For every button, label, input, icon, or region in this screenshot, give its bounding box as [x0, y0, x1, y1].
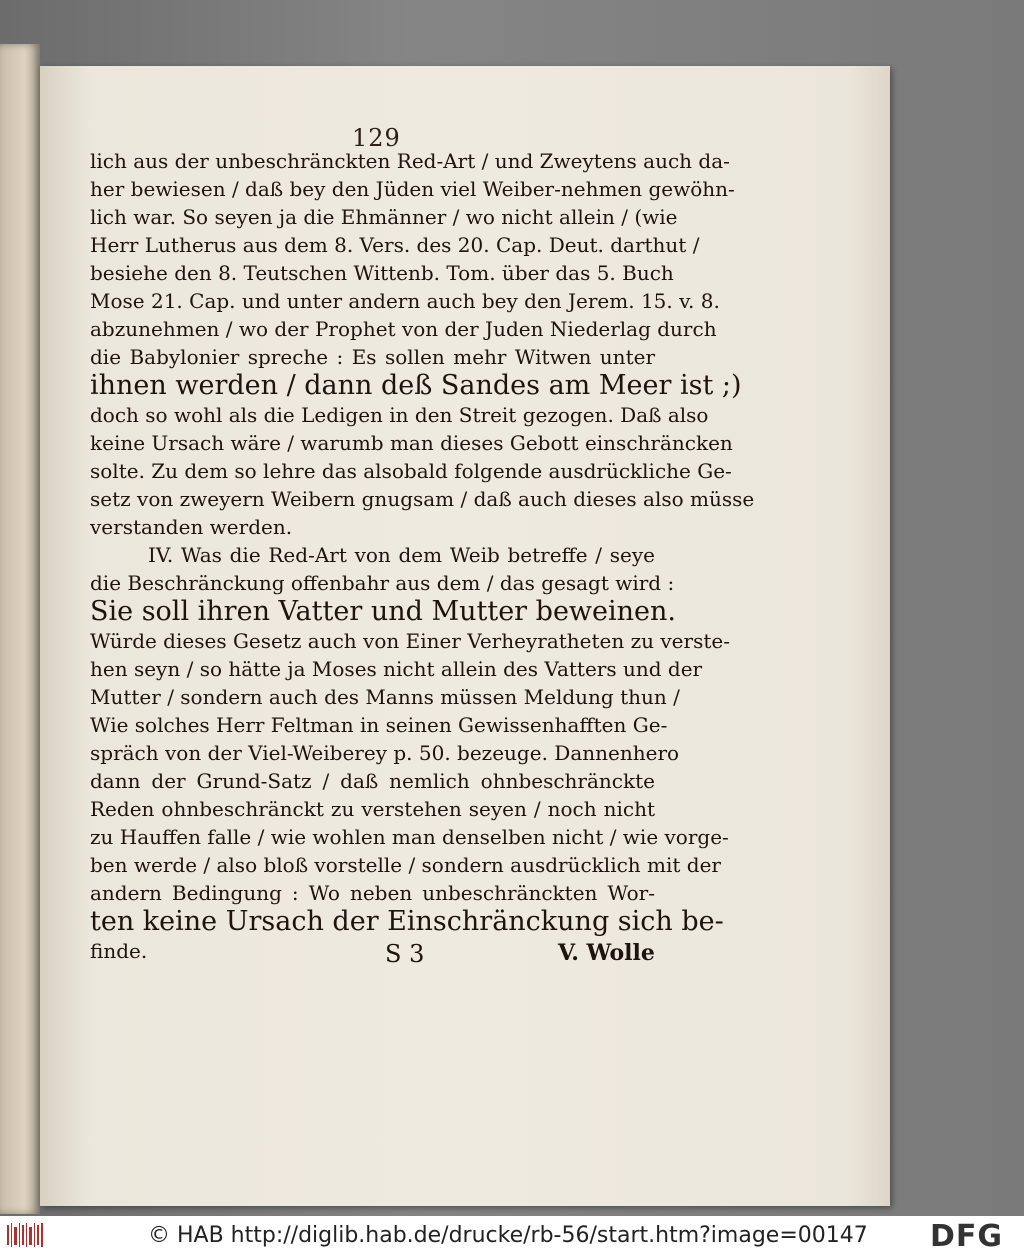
text-line: die Beschränckung offenbahr aus dem / das gesagt wird : [90, 571, 675, 595]
text-line: keine Ursach wäre / warumb man dieses Gebott einschräncken [90, 431, 733, 455]
copyright-link[interactable]: © HAB http://diglib.hab.de/drucke/rb-56/start.htm?image=00147 [148, 1223, 868, 1248]
text-line: finde. [90, 939, 148, 963]
text-line: andern Bedingung : Wo neben unbeschränckten Wor- [90, 881, 655, 905]
text-line: dann der Grund-Satz / daß nemlich ohnbeschränckte [90, 769, 655, 793]
text-line: doch so wohl als die Ledigen in den Streit gezogen. Daß also [90, 403, 709, 427]
facing-page-edge [0, 44, 40, 1214]
text-line: hen seyn / so hätte ja Moses nicht allein des Vatters und der [90, 657, 703, 681]
text-line: zu Hauffen falle / wie wohlen man denselben nicht / wie vorge- [90, 825, 729, 849]
page-text [90, 147, 755, 965]
text-line: verstanden werden. [90, 515, 293, 539]
text-line: ihnen werden / dann deß Sandes am Meer ist ;) [90, 370, 742, 401]
text-line: lich war. So seyen ja die Ehmänner / wo nicht allein / (wie [90, 205, 678, 229]
text-line: Würde dieses Gesetz auch von Einer Verheyratheten zu verste- [90, 629, 730, 653]
text-line: die Babylonier spreche : Es sollen mehr Witwen unter [90, 345, 655, 369]
text-line: lich aus der unbeschränckten Red-Art / und Zweytens auch da- [90, 149, 730, 173]
text-line: her bewiesen / daß bey den Jüden viel Weiber-nehmen gewöhn- [90, 177, 735, 201]
page-number: 129 [352, 124, 401, 152]
text-line: Wie solches Herr Feltman in seinen Gewissenhafften Ge- [90, 713, 668, 737]
dfg-logo: DFG [930, 1219, 1004, 1254]
barcode-icon [6, 1221, 46, 1249]
catchword: V. Wolle [558, 940, 655, 966]
text-line: Sie soll ihren Vatter und Mutter beweinen. [90, 596, 676, 627]
text-line: ten keine Ursach der Einschränckung sich be- [90, 906, 724, 937]
text-line: Herr Lutherus aus dem 8. Vers. des 20. Cap. Deut. darthut / [90, 233, 700, 257]
text-line: besiehe den 8. Teutschen Wittenb. Tom. über das 5. Buch [90, 261, 674, 285]
text-line: solte. Zu dem so lehre das alsobald folgende ausdrückliche Ge- [90, 459, 732, 483]
text-line: IV. Was die Red-Art von dem Weib betreffe / seye [148, 543, 655, 567]
text-line: Reden ohnbeschränckt zu verstehen seyen / noch nicht [90, 797, 655, 821]
signature-mark: S 3 [385, 940, 425, 968]
text-line: spräch von der Viel-Weiberey p. 50. bezeuge. Dannenhero [90, 741, 680, 765]
text-line: ben werde / also bloß vorstelle / sondern ausdrücklich mit der [90, 853, 721, 877]
text-line: abzunehmen / wo der Prophet von der Juden Niederlag durch [90, 317, 717, 341]
footer-bar [0, 1216, 1024, 1254]
text-line: Mutter / sondern auch des Manns müssen Meldung thun / [90, 685, 680, 709]
text-line: Mose 21. Cap. und unter andern auch bey den Jerem. 15. v. 8. [90, 289, 720, 313]
text-line: setz von zweyern Weibern gnugsam / daß auch dieses also müsse [90, 487, 755, 511]
